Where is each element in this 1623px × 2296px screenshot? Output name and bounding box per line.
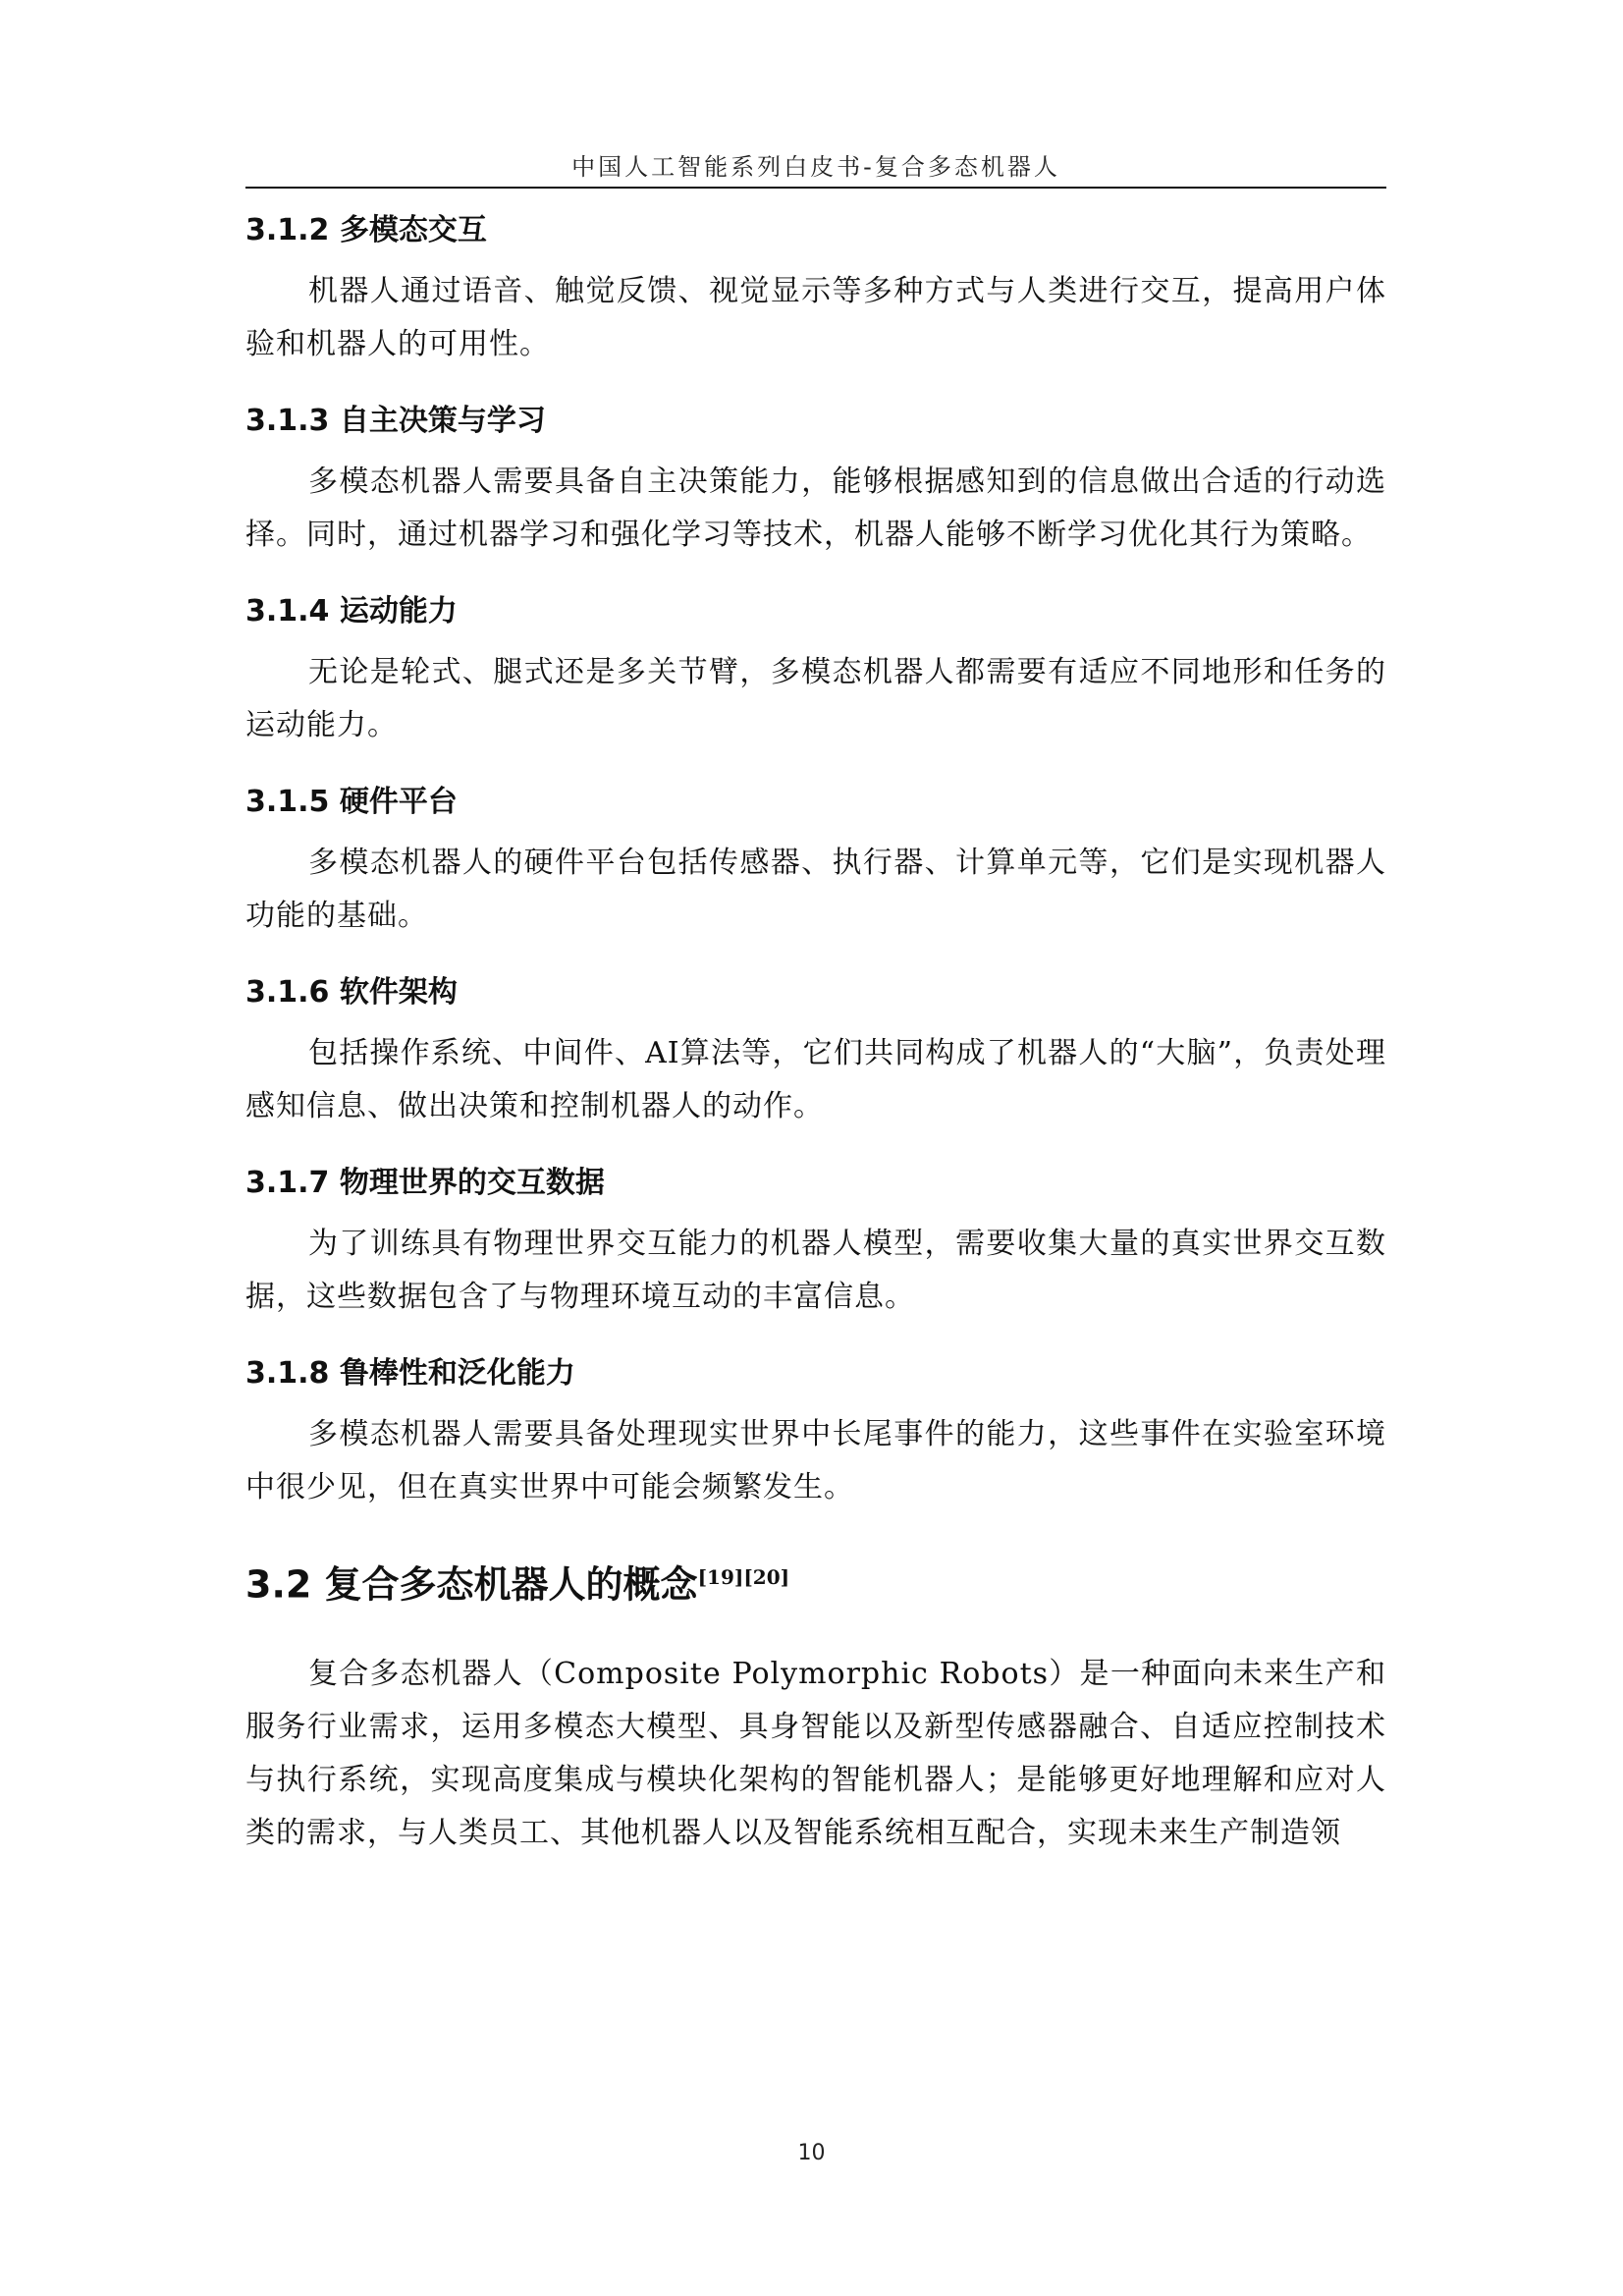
section-heading: 3.1.8 鲁棒性和泛化能力	[245, 1356, 575, 1391]
running-header: 中国人工智能系列白皮书-复合多态机器人	[571, 153, 1060, 181]
major-section-title: 3.2 复合多态机器人的概念	[245, 1562, 698, 1607]
section-3-1-2	[245, 208, 1386, 371]
header-divider	[245, 187, 1386, 189]
section-heading: 3.1.7 物理世界的交互数据	[245, 1166, 605, 1200]
section-paragraph: 包括操作系统、中间件、AI算法等，它们共同构成了机器人的“大脑”，负责处理感知信息、做出决策和控制机器人的动作。	[245, 1036, 1386, 1123]
section-3-1-5	[245, 780, 1386, 943]
section-3-1-6	[245, 970, 1386, 1133]
section-heading: 3.1.6 软件架构	[245, 975, 458, 1010]
page-number: 10	[797, 2141, 826, 2165]
section-3-1-7	[245, 1161, 1386, 1324]
section-heading: 3.1.4 运动能力	[245, 594, 458, 629]
section-3-1-3	[245, 399, 1386, 562]
section-paragraph: 多模态机器人需要具备自主决策能力，能够根据感知到的信息做出合适的行动选择。同时，通过机器学习和强化学习等技术，机器人能够不断学习优化其行为策略。	[245, 465, 1386, 552]
section-heading: 3.1.2 多模态交互	[245, 213, 487, 247]
section-paragraph: 机器人通过语音、触觉反馈、视觉显示等多种方式与人类进行交互，提高用户体验和机器人的可用性。	[245, 274, 1386, 361]
section-paragraph: 多模态机器人的硬件平台包括传感器、执行器、计算单元等，它们是实现机器人功能的基础。	[245, 846, 1386, 933]
section-paragraph: 无论是轮式、腿式还是多关节臂，多模态机器人都需要有适应不同地形和任务的运动能力。	[245, 655, 1386, 742]
section-heading: 3.1.3 自主决策与学习	[245, 404, 546, 438]
section-3-1-8	[245, 1351, 1386, 1514]
section-3-1-4	[245, 589, 1386, 752]
citation-reference[interactable]: [19][20]	[697, 1565, 790, 1589]
section-heading: 3.1.5 硬件平台	[245, 785, 458, 819]
section-paragraph: 为了训练具有物理世界交互能力的机器人模型，需要收集大量的真实世界交互数据，这些数据包含了与物理环境互动的丰富信息。	[245, 1227, 1386, 1314]
major-section-heading	[245, 1550, 1386, 1613]
page-content	[245, 208, 1386, 1860]
major-section-paragraph: 复合多态机器人（Composite Polymorphic Robots）是一种面向未来生产和服务行业需求，运用多模态大模型、具身智能以及新型传感器融合、自适应控制技术与执行系统，实现高度集成与模块化架构的智能机器人；是能够更好地理解和应对人类的需求，与人类员工、其他机器人以及智能系统相互配合，实现未来生产制造领	[245, 1656, 1386, 1850]
section-paragraph: 多模态机器人需要具备处理现实世界中长尾事件的能力，这些事件在实验室环境中很少见，但在真实世界中可能会频繁发生。	[245, 1417, 1386, 1504]
